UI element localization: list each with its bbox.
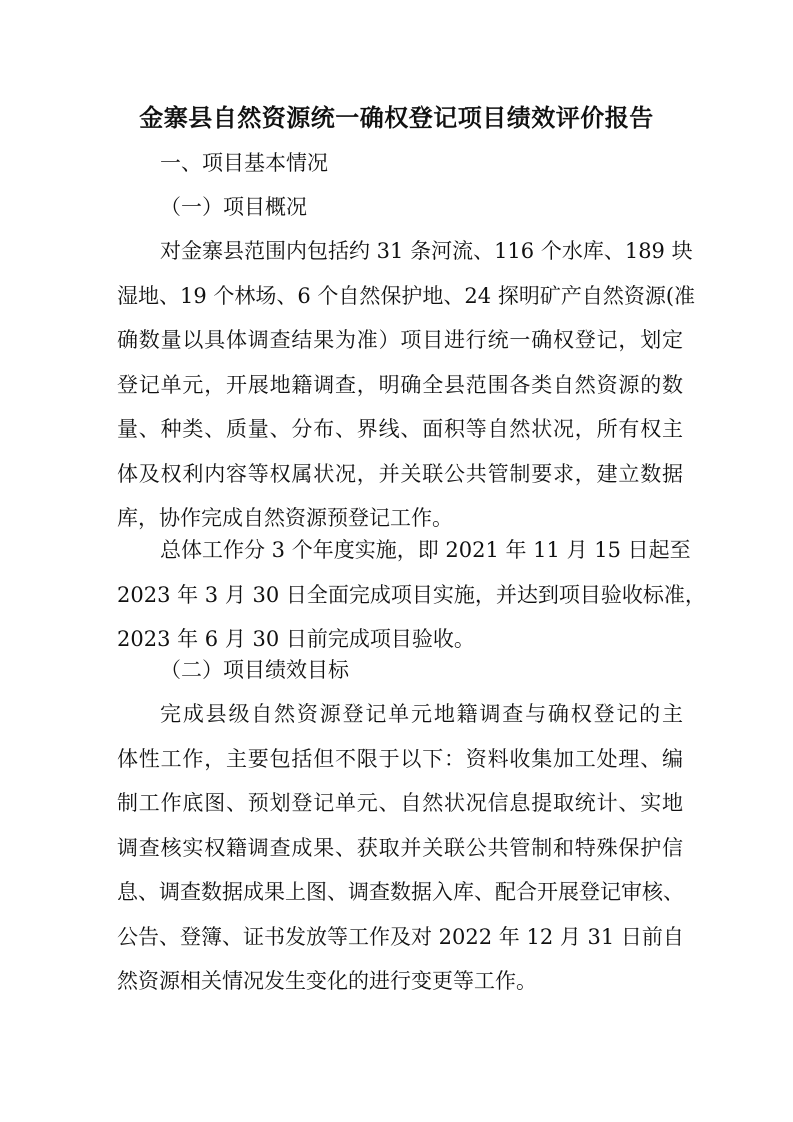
document-title: 金寨县自然资源统一确权登记项目绩效评价报告: [139, 104, 654, 132]
subsection-heading-overview: （一）项目概况: [160, 195, 307, 219]
paragraph-line: 体及权利内容等权属状况，并关联公共管制要求，建立数据: [117, 461, 683, 486]
paragraph-line: 量、种类、质量、分布、界线、面积等自然状况，所有权主: [117, 417, 683, 441]
paragraph-line: 登记单元，开展地籍调查，明确全县范围各类自然资源的数: [117, 372, 683, 397]
paragraph-line: 息、调查数据成果上图、调查数据入库、配合开展登记审核、: [117, 880, 684, 904]
paragraph-project-overview: [117, 229, 696, 541]
paragraph-line: 然资源相关情况发生变化的进行变更等工作。: [117, 969, 537, 993]
paragraph-schedule: [117, 528, 706, 662]
paragraph-line: 完成县级自然资源登记单元地籍调查与确权登记的主: [160, 702, 683, 726]
paragraph-line: 总体工作分 3 个年度实施，即 2021 年 11 月 15 日起至: [160, 538, 691, 562]
section-heading-basic-info: 一、项目基本情况: [160, 151, 328, 175]
paragraph-line: 制工作底图、预划登记单元、自然状况信息提取统计、实地: [117, 791, 683, 815]
paragraph-line: 体性工作，主要包括但不限于以下：资料收集加工处理、编: [117, 746, 683, 771]
paragraph-performance-goals: [117, 692, 683, 1004]
paragraph-line: 库，协作完成自然资源预登记工作。: [117, 506, 453, 530]
paragraph-line: 对金寨县范围内包括约 31 条河流、116 个水库、189 块: [160, 239, 693, 263]
paragraph-line: 2023 年 3 月 30 日全面完成项目实施，并达到项目验收标准，: [117, 582, 706, 607]
paragraph-line: 公告、登簿、证书发放等工作及对 2022 年 12 月 31 日前自: [117, 924, 684, 949]
paragraph-line: 2023 年 6 月 30 日前完成项目验收。: [117, 627, 475, 651]
paragraph-line: 湿地、19 个林场、6 个自然保护地、24 探明矿产自然资源(准: [117, 283, 696, 308]
subsection-heading-performance-goals: （二）项目绩效目标: [160, 658, 349, 682]
paragraph-line: 调查核实权籍调查成果、获取并关联公共管制和特殊保护信: [117, 835, 683, 860]
paragraph-line: 确数量以具体调查结果为准）项目进行统一确权登记，划定: [117, 328, 683, 352]
